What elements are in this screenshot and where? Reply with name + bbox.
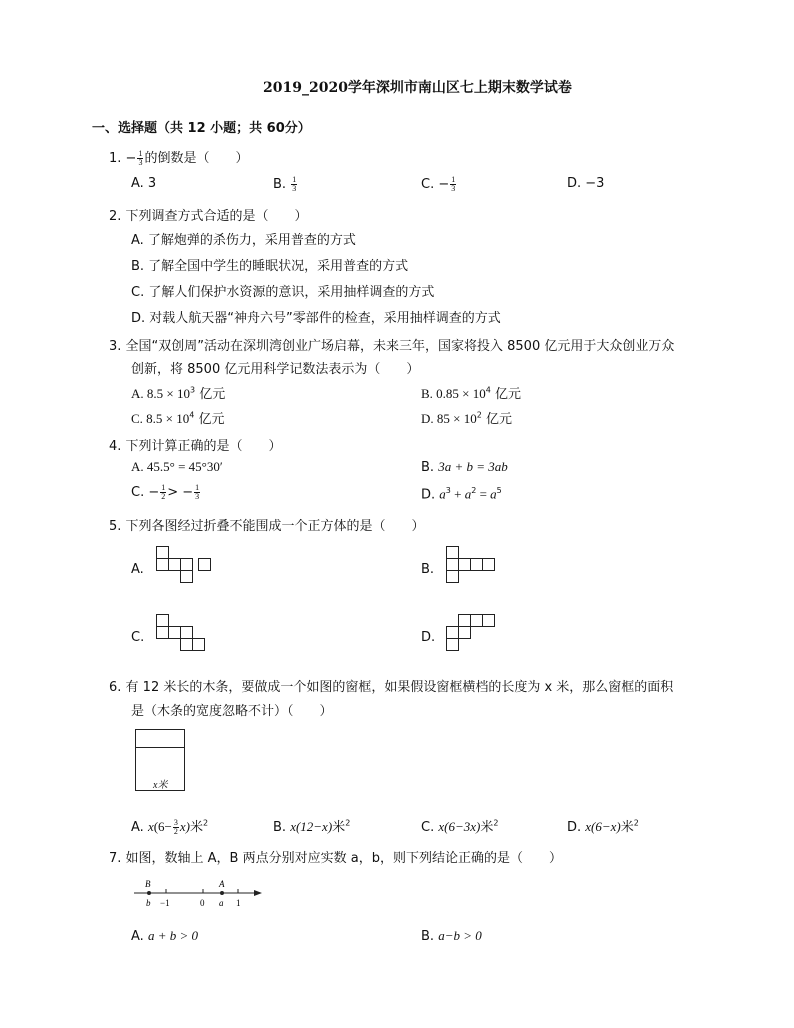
label-b: b bbox=[146, 898, 151, 908]
question-3-option-d[interactable]: D. $85 \times 10^2$ 亿元 bbox=[421, 410, 512, 427]
question-3-option-c[interactable]: C. $8.5 \times 10^4$ 亿元 bbox=[131, 410, 225, 427]
question-7-stem: 7. 如图，数轴上 A，B 两点分别对应实数 a，b，则下列结论正确的是（ ） bbox=[109, 851, 562, 866]
question-6-stem-line1: 6. 有 12 米长的木条，要做成一个如图的窗框，如果假设窗框横档的长度为 x 米，那么窗框的面积 bbox=[109, 680, 674, 695]
question-1-option-b[interactable]: B. $\frac{1}{3}$ bbox=[273, 175, 297, 193]
fraction: $\frac{1}{3}$ bbox=[138, 149, 143, 167]
question-3-option-b[interactable]: B. $0.85 \times 10^4$ 亿元 bbox=[421, 385, 521, 402]
question-3-option-a[interactable]: A. $8.5 \times 10^3$ 亿元 bbox=[131, 385, 226, 402]
label-A: A bbox=[219, 879, 225, 889]
point-b-dot bbox=[147, 891, 151, 895]
cube-net-b bbox=[446, 546, 506, 586]
question-1-stem: 1. − $\frac{1}{3}$ 的倒数是（ ） bbox=[109, 149, 249, 167]
cube-net-c bbox=[156, 614, 216, 654]
question-5-option-c[interactable]: C. bbox=[131, 630, 145, 645]
question-2-option-d[interactable]: D. 对载人航天器“神舟六号”零部件的检查，采用抽样调查的方式 bbox=[131, 311, 501, 326]
question-7-option-b[interactable]: B. a−b > 0 bbox=[421, 928, 482, 944]
axis-arrow-icon bbox=[254, 890, 262, 896]
question-5-option-b[interactable]: B. bbox=[421, 562, 435, 577]
number-line-figure bbox=[128, 874, 268, 914]
question-6-option-a[interactable]: A. x(6− $\frac{3}{2}$ x)米$^2$ bbox=[131, 818, 209, 836]
question-5-option-a[interactable]: A. bbox=[131, 562, 144, 577]
question-1-option-a[interactable]: A. 3 bbox=[131, 176, 157, 191]
question-2-stem: 2. 下列调查方式合适的是（ ） bbox=[109, 209, 308, 224]
section-heading: 一、选择题（共 12 小题；共 60分） bbox=[92, 121, 311, 136]
page-title: 2019_2020学年深圳市南山区七上期末数学试卷 bbox=[263, 80, 572, 96]
window-frame-figure bbox=[135, 729, 185, 791]
question-7-option-a[interactable]: A. a + b > 0 bbox=[131, 928, 198, 944]
question-5-option-d[interactable]: D. bbox=[421, 630, 436, 645]
question-2-option-c[interactable]: C. 了解人们保护水资源的意识，采用抽样调查的方式 bbox=[131, 285, 435, 300]
question-6-option-b[interactable]: B. x(12−x)米$^2$ bbox=[273, 818, 351, 835]
question-4-option-d[interactable]: D. $a^3 + a^2 = a^5$ bbox=[421, 486, 502, 503]
window-width-label: x米 bbox=[153, 780, 168, 791]
question-3-stem-line2: 创新，将 8500 亿元用科学记数法表示为（ ） bbox=[131, 362, 420, 377]
question-4-stem: 4. 下列计算正确的是（ ） bbox=[109, 439, 282, 454]
label-B: B bbox=[145, 879, 151, 889]
question-3-stem-line1: 3. 全国“双创周”活动在深圳湾创业广场启幕，未来三年，国家将投入 8500 亿元用于大众创业万众 bbox=[109, 339, 675, 354]
question-4-option-c[interactable]: C. − $\frac{1}{2}$ > − $\frac{1}{3}$ bbox=[131, 483, 200, 501]
question-6-option-c[interactable]: C. x(6−3x)米$^2$ bbox=[421, 818, 499, 835]
question-5-stem: 5. 下列各图经过折叠不能围成一个正方体的是（ ） bbox=[109, 519, 425, 534]
label-zero: 0 bbox=[200, 898, 205, 908]
question-4-option-b[interactable]: B. 3a + b = 3ab bbox=[421, 459, 508, 475]
question-2-option-b[interactable]: B. 了解全国中学生的睡眠状况，采用普查的方式 bbox=[131, 259, 409, 274]
label-one: 1 bbox=[236, 898, 241, 908]
question-6-stem-line2: 是（木条的宽度忽略不计）（ ） bbox=[131, 704, 333, 719]
question-6-option-d[interactable]: D. x(6−x)米$^2$ bbox=[567, 818, 639, 835]
cube-net-d bbox=[446, 614, 506, 654]
question-1-option-c[interactable]: C. − $\frac{1}{3}$ bbox=[421, 175, 456, 193]
window-crossbar bbox=[136, 747, 184, 748]
label-a: a bbox=[219, 898, 224, 908]
question-1-option-d[interactable]: D. −3 bbox=[567, 176, 605, 191]
question-2-option-a[interactable]: A. 了解炮弹的杀伤力，采用普查的方式 bbox=[131, 233, 356, 248]
label-minus-one: −1 bbox=[160, 898, 170, 908]
cube-net-a bbox=[156, 546, 216, 586]
question-4-option-a[interactable]: A. 45.5° = 45°30′ bbox=[131, 459, 223, 474]
point-a-dot bbox=[220, 891, 224, 895]
